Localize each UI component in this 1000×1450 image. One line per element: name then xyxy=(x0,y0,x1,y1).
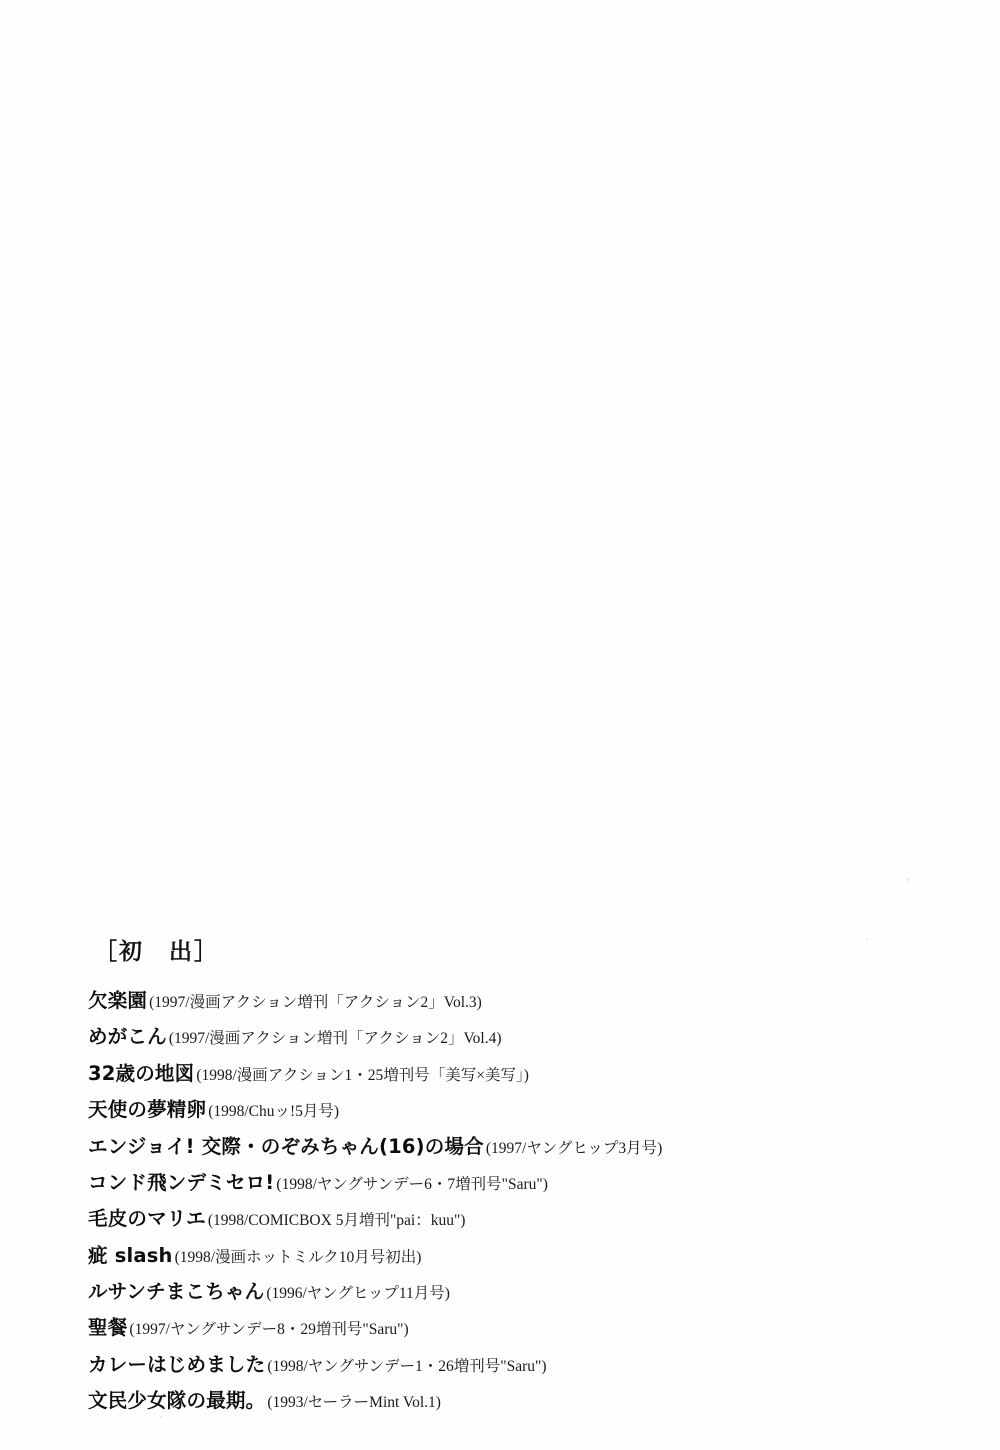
entry-title: 32歳の地図 xyxy=(88,1061,195,1085)
entry-title: ルサンチまこちゃん xyxy=(88,1280,265,1303)
paper-speck xyxy=(906,878,909,881)
list-item xyxy=(88,1207,928,1231)
list-item xyxy=(88,1280,928,1304)
colophon-block xyxy=(88,940,928,1426)
entry-source: (1998/Chuッ!5月号) xyxy=(208,1103,340,1121)
entry-title: エンジョイ! 交際・のぞみちゃん(16)の場合 xyxy=(88,1134,484,1158)
list-item xyxy=(88,1389,928,1413)
list-item xyxy=(88,1025,928,1049)
entry-source: (1998/ヤングサンデー1・26増刊号"Saru") xyxy=(267,1357,547,1375)
list-item xyxy=(88,1135,928,1159)
entry-source: (1997/漫画アクション増刊「アクション2」Vol.3) xyxy=(149,994,482,1011)
entry-title: 欠楽園 xyxy=(88,989,148,1012)
entry-title: 文民少女隊の最期。 xyxy=(88,1389,266,1413)
entry-source: (1998/COMICBOX 5月増刊"pai：kuu") xyxy=(207,1212,466,1230)
entry-title: 毛皮のマリエ xyxy=(88,1207,206,1231)
entry-source: (1998/漫画アクション1・25増刊号「美写×美写」) xyxy=(196,1066,529,1084)
list-item xyxy=(88,1353,928,1377)
entry-title: カレーはじめました xyxy=(88,1352,266,1376)
entry-title: 天使の夢精卵 xyxy=(88,1098,207,1122)
entry-source: (1998/ヤングサンデー6・7増刊号"Saru") xyxy=(276,1175,548,1193)
list-item xyxy=(88,1244,928,1268)
entry-source: (1997/ヤングサンデー8・29増刊号"Saru") xyxy=(129,1321,409,1339)
list-item xyxy=(88,989,928,1013)
entry-title: めがこん xyxy=(88,1025,167,1049)
entry-title: コンド飛ンデミセロ! xyxy=(88,1170,275,1194)
list-item xyxy=(88,1062,928,1086)
list-item xyxy=(88,1098,928,1122)
entry-title: 聖餐 xyxy=(88,1316,128,1340)
entry-source: (1993/セーラーMint Vol.1) xyxy=(267,1394,441,1412)
section-title-first-publication: ［初 出］ xyxy=(94,939,219,964)
list-item xyxy=(88,1316,928,1340)
entry-source: (1997/ヤングヒップ3月号) xyxy=(485,1139,663,1157)
entry-source: (1998/漫画ホットミルク10月号初出) xyxy=(174,1248,422,1266)
entry-source: (1996/ヤングヒップ11月号) xyxy=(266,1285,450,1302)
entry-title: 疵 slash xyxy=(88,1243,173,1267)
list-item xyxy=(88,1171,928,1195)
entry-source: (1997/漫画アクション増刊「アクション2」Vol.4) xyxy=(168,1030,502,1048)
first-publication-list xyxy=(88,989,928,1414)
